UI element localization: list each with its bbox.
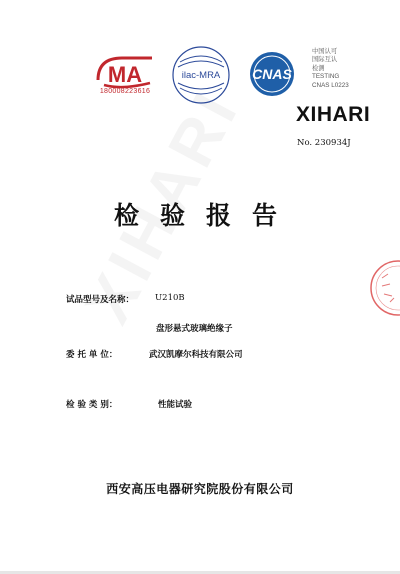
cnas-accreditation-text: [312, 48, 349, 90]
issuing-institute: 西安高压电器研究院股份有限公司: [106, 482, 294, 496]
cnas-line: TESTING: [312, 73, 340, 81]
model-label: 试品型号及名称：: [66, 295, 135, 305]
category-label: 检 验 类 别：: [66, 400, 118, 410]
client-label: 委 托 单 位：: [66, 350, 118, 360]
svg-text:CNAS: CNAS: [252, 66, 292, 82]
report-title: 检验报告: [113, 201, 298, 230]
cnas-logo: [240, 50, 304, 98]
model-value: U210B: [155, 293, 185, 303]
client-value: 武汉凯摩尔科技有限公司: [149, 350, 243, 360]
report-number: No. 230934J: [297, 138, 351, 148]
brand-name: XIHARI: [296, 103, 371, 126]
red-seal-stamp: [368, 258, 400, 318]
cnas-line: 国际互认: [312, 56, 338, 64]
cnas-line: 检测: [312, 64, 325, 72]
svg-text:MA: MA: [107, 62, 143, 87]
product-name-value: 盘形悬式玻璃绝缘子: [156, 324, 233, 334]
cma-phone: 180008223616: [99, 88, 151, 95]
cnas-line: CNAS L0223: [312, 81, 349, 89]
category-value: 性能试验: [158, 400, 193, 410]
ilac-mra-logo: [170, 44, 232, 106]
svg-text:ilac-MRA: ilac-MRA: [181, 70, 221, 81]
cnas-line: 中国认可: [312, 48, 338, 55]
